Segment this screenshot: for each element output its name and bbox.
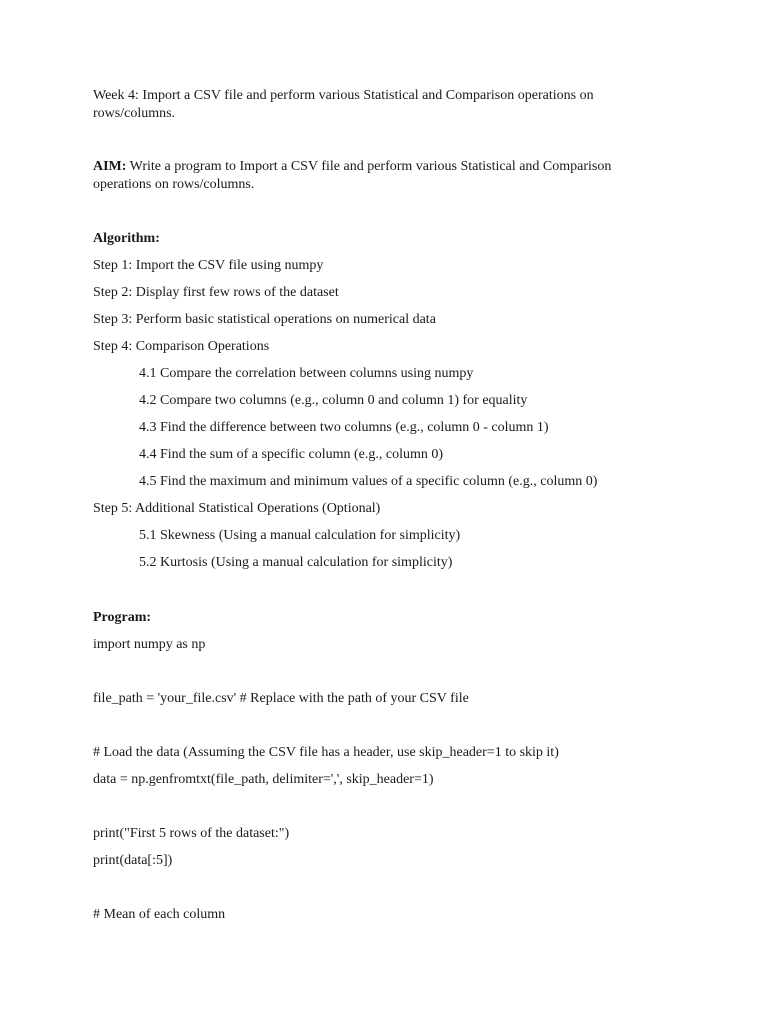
code-line: # Mean of each column <box>93 907 226 922</box>
aim-line-1 <box>93 158 611 176</box>
program-heading: Program: <box>93 610 152 625</box>
algorithm-step: Step 5: Additional Statistical Operations (Optional) <box>93 501 381 516</box>
code-line: print("First 5 rows of the dataset:") <box>93 826 290 841</box>
aim-line-2: operations on rows/columns. <box>93 177 255 192</box>
algorithm-substep: 4.1 Compare the correlation between columns using numpy <box>139 366 474 381</box>
algorithm-step: Step 2: Display first few rows of the dataset <box>93 285 339 300</box>
code-line: data = np.genfromtxt(file_path, delimiter=',', skip_header=1) <box>93 772 434 787</box>
title-line-2: rows/columns. <box>93 106 176 121</box>
code-line: file_path = 'your_file.csv' # Replace with the path of your CSV file <box>93 691 469 706</box>
aim-label: AIM: <box>93 159 127 174</box>
code-line: print(data[:5]) <box>93 853 173 868</box>
algorithm-step: Step 4: Comparison Operations <box>93 339 270 354</box>
code-line: # Load the data (Assuming the CSV file has a header, use skip_header=1 to skip it) <box>93 745 559 760</box>
title-line-1: Week 4: Import a CSV file and perform various Statistical and Comparison operations on <box>93 88 594 103</box>
algorithm-step: Step 1: Import the CSV file using numpy <box>93 258 324 273</box>
code-line: import numpy as np <box>93 637 206 652</box>
algorithm-substep: 5.2 Kurtosis (Using a manual calculation for simplicity) <box>139 555 453 570</box>
algorithm-heading: Algorithm: <box>93 231 160 246</box>
algorithm-substep: 5.1 Skewness (Using a manual calculation for simplicity) <box>139 528 461 543</box>
algorithm-step: Step 3: Perform basic statistical operations on numerical data <box>93 312 436 327</box>
algorithm-substep: 4.2 Compare two columns (e.g., column 0 and column 1) for equality <box>139 393 528 408</box>
algorithm-substep: 4.3 Find the difference between two columns (e.g., column 0 - column 1) <box>139 420 549 435</box>
algorithm-substep: 4.5 Find the maximum and minimum values of a specific column (e.g., column 0) <box>139 474 598 489</box>
aim-text: Write a program to Import a CSV file and perform various Statistical and Comparison <box>126 159 612 174</box>
algorithm-substep: 4.4 Find the sum of a specific column (e.g., column 0) <box>139 447 444 462</box>
